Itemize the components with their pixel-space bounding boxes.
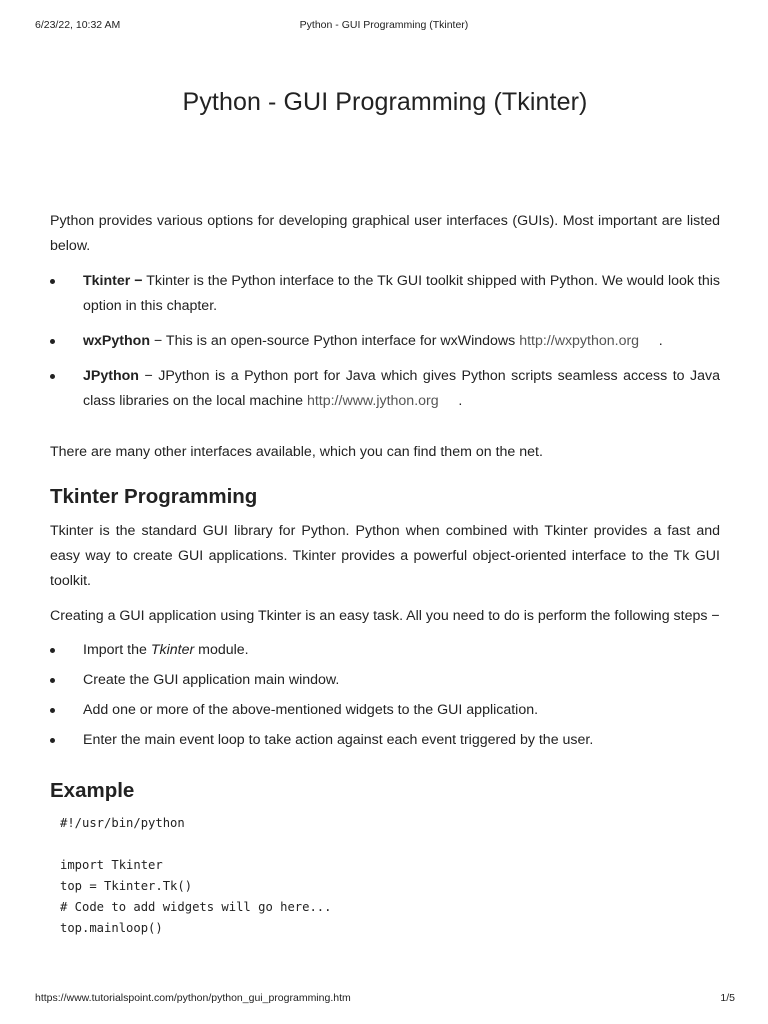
list-item	[50, 329, 720, 354]
list-item	[50, 728, 720, 753]
option-name: Tkinter −	[83, 273, 143, 289]
option-desc: − JPython is a Python port for Java which gives Python scripts seamless access to Java class libraries on the local machine	[83, 368, 720, 409]
page-number: 1/5	[720, 992, 735, 1004]
bullet-icon	[50, 339, 55, 344]
bullet-icon	[50, 648, 55, 653]
list-item	[50, 668, 720, 693]
list-item	[50, 364, 720, 414]
bullet-icon	[50, 738, 55, 743]
step-text-tail: module.	[194, 642, 249, 658]
option-desc: Tkinter is the Python interface to the Tk GUI toolkit shipped with Python. We would look this option in this chapter.	[83, 273, 720, 314]
bullet-icon	[50, 678, 55, 683]
tkinter-paragraph-1: Tkinter is the standard GUI library for Python. Python when combined with Tkinter provides a fast and easy way to create GUI applications. Tkinter provides a powerful object-oriented interface to the Tk GUI toolkit.	[50, 523, 720, 589]
list-item	[50, 638, 720, 663]
page-title: Python - GUI Programming (Tkinter)	[182, 88, 588, 116]
step-text: Add one or more of the above-mentioned widgets to the GUI application.	[83, 702, 539, 718]
jython-link[interactable]: http://www.jython.org	[306, 393, 439, 409]
option-name: wxPython	[83, 333, 151, 349]
option-desc: − This is an open-source Python interface for wxWindows	[150, 333, 520, 349]
option-tail: .	[639, 333, 663, 349]
tkinter-paragraph-2: Creating a GUI application using Tkinter is an easy task. All you need to do is perform the following steps −	[50, 608, 720, 624]
steps-list	[50, 638, 720, 753]
option-tail: .	[438, 393, 463, 409]
wxpython-link[interactable]: http://wxpython.org	[519, 333, 640, 349]
bullet-icon	[50, 708, 55, 713]
code-block: #!/usr/bin/python import Tkinter top = Tkinter.Tk() # Code to add widgets will go here... top.mainloop()	[60, 816, 332, 935]
step-text: Import the	[83, 642, 151, 658]
other-interfaces-paragraph: There are many other interfaces available, which you can find them on the net.	[50, 444, 543, 460]
step-emphasis: Tkinter	[150, 642, 195, 658]
tkinter-programming-heading: Tkinter Programming	[50, 485, 258, 508]
intro-paragraph: Python provides various options for developing graphical user interfaces (GUIs). Most important are listed below.	[50, 213, 720, 254]
print-footer	[0, 992, 768, 1012]
option-name: JPython	[83, 368, 139, 384]
step-text: Create the GUI application main window.	[83, 672, 340, 688]
print-url: https://www.tutorialspoint.com/python/python_gui_programming.htm	[35, 992, 351, 1004]
print-title: Python - GUI Programming (Tkinter)	[299, 19, 469, 31]
bullet-icon	[50, 279, 55, 284]
page-content	[50, 88, 720, 939]
step-text: Enter the main event loop to take action against each event triggered by the user.	[83, 732, 594, 748]
print-datetime: 6/23/22, 10:32 AM	[35, 19, 121, 31]
print-header	[0, 0, 768, 40]
list-item	[50, 269, 720, 319]
options-list	[50, 269, 720, 414]
bullet-icon	[50, 374, 55, 379]
example-heading: Example	[50, 779, 135, 802]
list-item	[50, 698, 720, 723]
